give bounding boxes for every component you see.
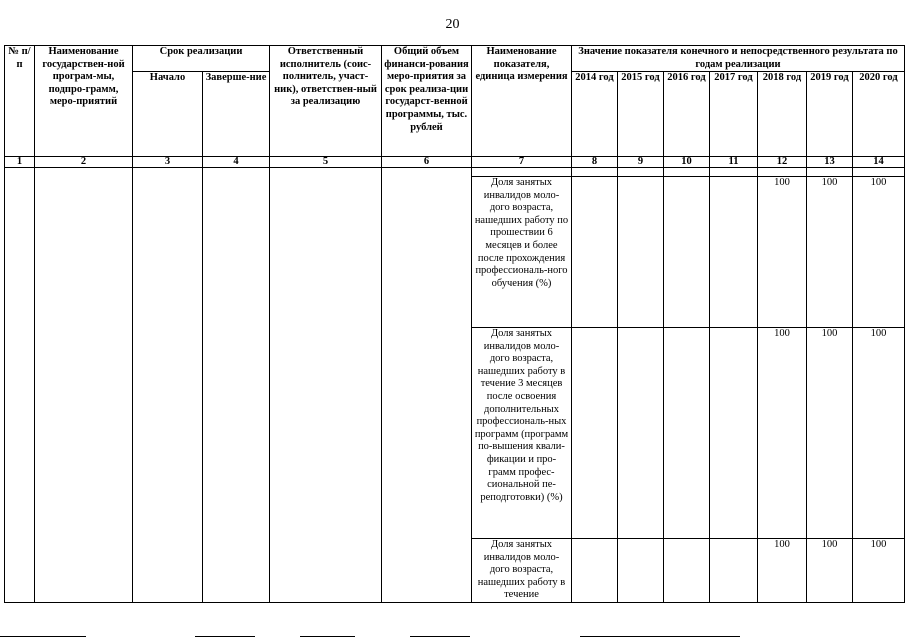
- header-start: Начало: [133, 72, 203, 157]
- footer-line: [300, 636, 355, 637]
- column-number: 3: [133, 157, 203, 168]
- header-year: 2014 год: [572, 72, 618, 157]
- value-2018: 100: [758, 328, 807, 539]
- column-numbers-row: [5, 157, 905, 168]
- column-number: 14: [853, 157, 905, 168]
- header-term: Срок реализации: [133, 46, 270, 72]
- value-2019: 100: [807, 177, 853, 328]
- value-2019: 100: [807, 539, 853, 603]
- column-number: 13: [807, 157, 853, 168]
- value-2019: 100: [807, 328, 853, 539]
- page-number: 20: [445, 17, 460, 32]
- column-number: 7: [472, 157, 572, 168]
- header-year: 2019 год: [807, 72, 853, 157]
- value-2020: 100: [853, 328, 905, 539]
- indicator-name: Доля занятых инвалидов моло-дого возраста, нашедших работу по прошествии 6 месяцев и более после прохождения профессиональ-ного обучения (%): [472, 177, 572, 328]
- column-number: 2: [35, 157, 133, 168]
- column-number: 4: [203, 157, 270, 168]
- header-number: № п/п: [5, 46, 35, 157]
- column-number: 5: [270, 157, 382, 168]
- column-number: 1: [5, 157, 35, 168]
- footer-line: [195, 636, 255, 637]
- value-2020: 100: [853, 177, 905, 328]
- header-year: 2018 год: [758, 72, 807, 157]
- cell-executor-empty: [270, 168, 382, 603]
- value-2018: 100: [758, 177, 807, 328]
- header-program-name: Наименование государствен-ной програм-мы, подпро-грамм, меро-приятий: [35, 46, 133, 157]
- column-number: 9: [618, 157, 664, 168]
- header-executor: Ответственный исполнитель (соис-полнитель, участ-ник), ответствен-ный за реализацию: [270, 46, 382, 157]
- cell-funding-empty: [382, 168, 472, 603]
- value-2018: 100: [758, 539, 807, 603]
- indicator-name: Доля занятых инвалидов моло-дого возраста, нашедших работу в течение 3 месяцев после освоения дополнительных профессиональ-ных программ (программ по-вышения квали-фикации и про-грамм профес-сиональной пе-реподготовки) (%): [472, 328, 572, 539]
- indicator-name: Доля занятых инвалидов моло-дого возраста, нашедших работу в течение: [472, 539, 572, 603]
- footer-line: [580, 636, 740, 637]
- header-indicator: Наименование показателя, единица измерения: [472, 46, 572, 157]
- cell-number-empty: [5, 168, 35, 603]
- column-number: 8: [572, 157, 618, 168]
- header-year: 2016 год: [664, 72, 710, 157]
- header-year: 2015 год: [618, 72, 664, 157]
- value-2020: 100: [853, 539, 905, 603]
- header-funding: Общий объем финанси-рования меро-приятия за срок реализа-ции государст-венной программы, тыс. рублей: [382, 46, 472, 157]
- footer-line: [0, 636, 86, 637]
- cell-end-empty: [203, 168, 270, 603]
- header-end: Заверше-ние: [203, 72, 270, 157]
- cell-start-empty: [133, 168, 203, 603]
- column-number: 6: [382, 157, 472, 168]
- spacer-row: [5, 168, 905, 177]
- cell-program-empty: [35, 168, 133, 603]
- column-number: 10: [664, 157, 710, 168]
- header-values-title: Значение показателя конечного и непосредственного результата по годам реализации: [572, 46, 905, 72]
- indicators-table: [4, 45, 905, 603]
- footer-line: [410, 636, 470, 637]
- header-year: 2020 год: [853, 72, 905, 157]
- header-row-1: [5, 46, 905, 72]
- header-year: 2017 год: [710, 72, 758, 157]
- column-number: 11: [710, 157, 758, 168]
- column-number: 12: [758, 157, 807, 168]
